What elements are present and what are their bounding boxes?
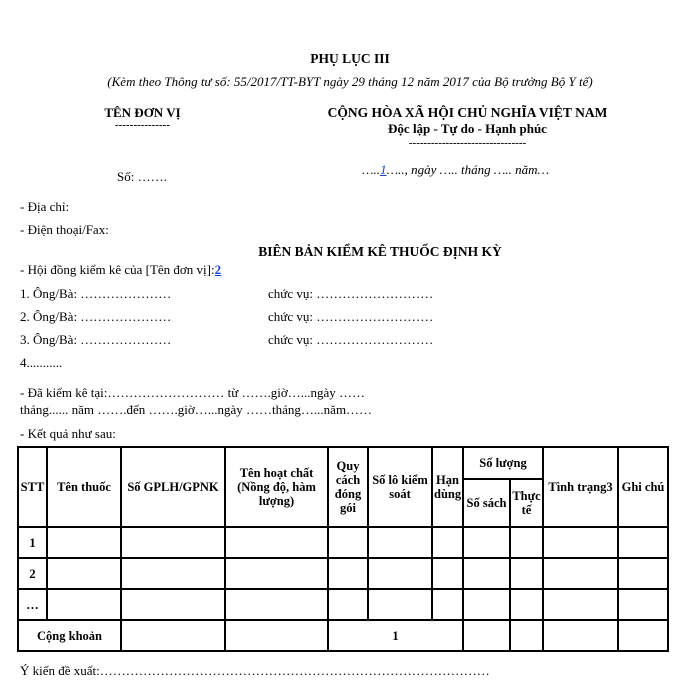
table-cell[interactable] bbox=[328, 589, 368, 620]
document-title: BIÊN BẢN KIỂM KÊ THUỐC ĐỊNH KỲ bbox=[258, 244, 502, 259]
footnote-link-1[interactable]: 1 bbox=[380, 162, 387, 177]
row-stt: 1 bbox=[18, 527, 47, 558]
date-prefix: ….. bbox=[362, 162, 381, 177]
total-label: Cộng khoản bbox=[18, 620, 121, 651]
member-role-2: chức vụ: ……………………… bbox=[268, 309, 434, 324]
unit-name: TÊN ĐƠN VỊ bbox=[104, 105, 181, 120]
total-value: 1 bbox=[328, 620, 463, 651]
header-actual-quantity: Thực tế bbox=[510, 479, 543, 527]
table-cell[interactable] bbox=[463, 527, 510, 558]
motto-dashes: -------------------------------- bbox=[408, 137, 527, 149]
national-motto: Độc lập - Tự do - Hạnh phúc bbox=[388, 121, 547, 136]
header-packing: Quy cách đóng gói bbox=[328, 447, 368, 527]
inventory-line-1: - Đã kiểm kê tại:……………………… từ …….giờ…...ngày …… bbox=[20, 385, 366, 400]
header-license: Số GPLH/GPNK bbox=[121, 447, 225, 527]
address-label: - Địa chỉ: bbox=[20, 199, 70, 214]
table-cell[interactable] bbox=[121, 558, 225, 589]
member-name-2: 2. Ông/Bà: ………………… bbox=[20, 309, 172, 324]
table-cell[interactable] bbox=[618, 558, 668, 589]
member-name-1: 1. Ông/Bà: ………………… bbox=[20, 286, 172, 301]
footnote-link-3[interactable]: 3 bbox=[606, 480, 613, 494]
unit-dashes: --------------- bbox=[115, 119, 170, 131]
header-drug-name: Tên thuốc bbox=[47, 447, 121, 527]
table-cell[interactable] bbox=[225, 620, 328, 651]
table-cell[interactable] bbox=[510, 620, 543, 651]
footnote-link-2[interactable]: 2 bbox=[214, 262, 222, 277]
appendix-title: PHỤ LỤC III bbox=[310, 51, 390, 66]
header-expiry: Hạn dùng bbox=[432, 447, 463, 527]
row-stt: 2 bbox=[18, 558, 47, 589]
table-cell[interactable] bbox=[510, 558, 543, 589]
header-stt: STT bbox=[18, 447, 47, 527]
unit-number: Số: ……. bbox=[117, 169, 167, 184]
table-cell[interactable] bbox=[328, 558, 368, 589]
table-cell[interactable] bbox=[543, 620, 618, 651]
table-row bbox=[18, 589, 668, 620]
table-cell[interactable] bbox=[510, 527, 543, 558]
table-cell[interactable] bbox=[543, 558, 618, 589]
table-cell[interactable] bbox=[618, 527, 668, 558]
header-status-label: Tình trạng bbox=[548, 480, 607, 494]
member-more: 4........... bbox=[20, 355, 63, 370]
table-cell[interactable] bbox=[225, 589, 328, 620]
date-line bbox=[362, 162, 549, 178]
member-role-3: chức vụ: ……………………… bbox=[268, 332, 434, 347]
table-cell[interactable] bbox=[368, 558, 432, 589]
total-row bbox=[18, 620, 668, 651]
table-cell[interactable] bbox=[47, 589, 121, 620]
row-stt: … bbox=[18, 589, 47, 620]
table-cell[interactable] bbox=[543, 589, 618, 620]
member-name-3: 3. Ông/Bà: ………………… bbox=[20, 332, 172, 347]
table-cell[interactable] bbox=[328, 527, 368, 558]
appendix-subtitle: (Kèm theo Thông tư số: 55/2017/TT-BYT ngày 29 tháng 12 năm 2017 của Bộ trưởng Bộ Y tế) bbox=[107, 74, 593, 89]
table-cell[interactable] bbox=[121, 527, 225, 558]
table-cell[interactable] bbox=[618, 620, 668, 651]
table-cell[interactable] bbox=[368, 527, 432, 558]
table-cell[interactable] bbox=[463, 620, 510, 651]
table-cell[interactable] bbox=[510, 589, 543, 620]
council-line bbox=[20, 262, 221, 278]
table-cell[interactable] bbox=[47, 527, 121, 558]
result-label: - Kết quả như sau: bbox=[20, 426, 116, 441]
table-cell[interactable] bbox=[225, 527, 328, 558]
table-cell[interactable] bbox=[463, 558, 510, 589]
table-row bbox=[18, 558, 668, 589]
date-suffix: ….., ngày ….. tháng ….. năm… bbox=[386, 162, 550, 177]
table-cell[interactable] bbox=[543, 527, 618, 558]
table-cell[interactable] bbox=[432, 527, 463, 558]
header-note: Ghi chú bbox=[618, 447, 668, 527]
inventory-table bbox=[17, 446, 669, 652]
table-cell[interactable] bbox=[121, 589, 225, 620]
council-label: - Hội đồng kiểm kê của [Tên đơn vị]: bbox=[20, 262, 215, 277]
phone-label: - Điện thoại/Fax: bbox=[20, 222, 109, 237]
table-cell[interactable] bbox=[432, 589, 463, 620]
table-cell[interactable] bbox=[47, 558, 121, 589]
header-status bbox=[543, 447, 618, 527]
header-book-quantity: Số sách bbox=[463, 479, 510, 527]
table-cell[interactable] bbox=[225, 558, 328, 589]
table-cell[interactable] bbox=[368, 589, 432, 620]
header-quantity: Số lượng bbox=[463, 447, 543, 479]
member-role-1: chức vụ: ……………………… bbox=[268, 286, 434, 301]
table-cell[interactable] bbox=[121, 620, 225, 651]
inventory-line-2: tháng...... năm …….đến …….giờ…...ngày ……tháng…...năm…… bbox=[20, 402, 373, 417]
table-cell[interactable] bbox=[432, 558, 463, 589]
country-name: CỘNG HÒA XÃ HỘI CHỦ NGHĨA VIỆT NAM bbox=[327, 105, 608, 120]
table-cell[interactable] bbox=[618, 589, 668, 620]
table-row bbox=[18, 527, 668, 558]
table-cell[interactable] bbox=[463, 589, 510, 620]
proposal-line: Ý kiến đề xuất:……………………………………………………………………………… bbox=[20, 663, 490, 678]
header-lot: Số lô kiểm soát bbox=[368, 447, 432, 527]
header-active-ingredient: Tên hoạt chất (Nồng độ, hàm lượng) bbox=[225, 447, 328, 527]
